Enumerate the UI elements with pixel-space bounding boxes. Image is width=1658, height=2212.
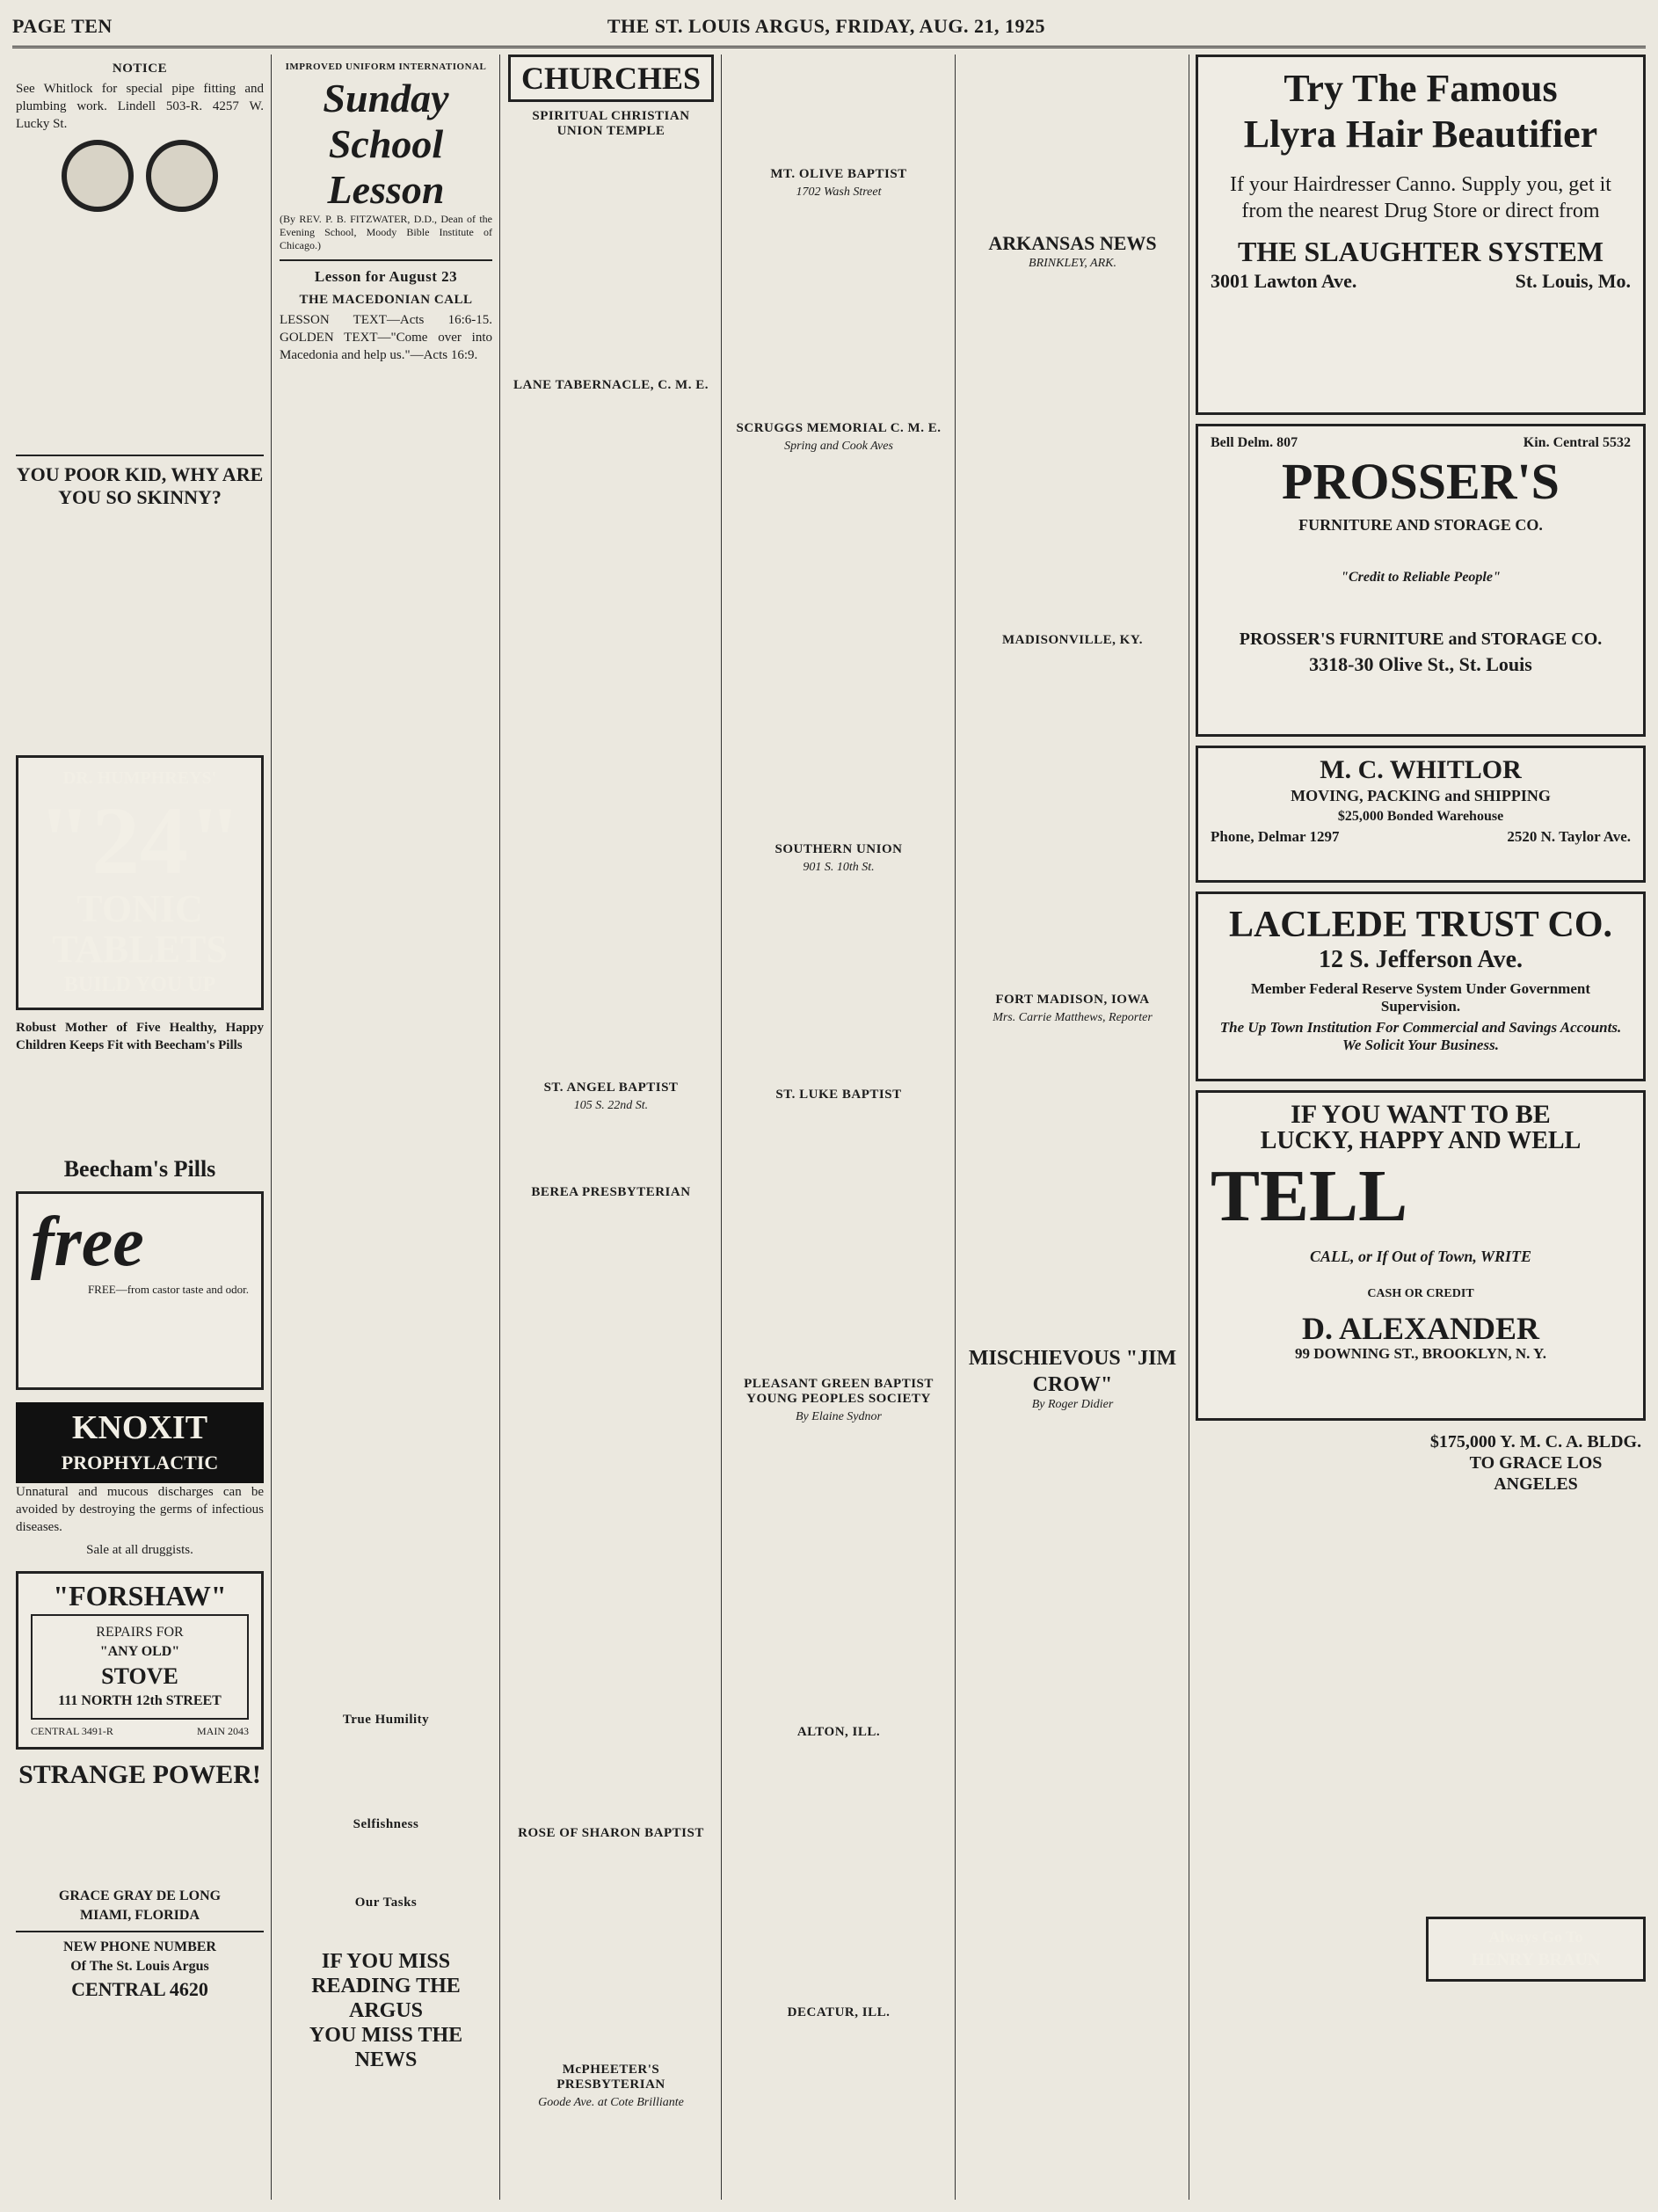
grace-name: GRACE GRAY DE LONG — [58, 1888, 222, 1903]
forshaw-phone: MAIN 2043 — [197, 1725, 249, 1737]
knoxit-ad — [16, 1402, 264, 1483]
slaughter-address: 3001 Lawton Ave. — [1211, 270, 1357, 292]
prosser-phone: Kin. Central 5532 — [1523, 435, 1631, 450]
phone-number-head: NEW PHONE NUMBER — [63, 1939, 216, 1954]
humphreys-ad — [16, 755, 264, 1010]
lesson-title: Sunday School Lesson — [323, 76, 449, 212]
sharon-heading: ROSE OF SHARON BAPTIST — [518, 1826, 704, 1840]
selfishness-body — [280, 1836, 492, 1888]
ymca-body — [1426, 1495, 1646, 1917]
humphreys-tonic: TONIC — [76, 887, 203, 930]
ring-ad-text — [16, 219, 264, 447]
arkansas-heading: ARKANSAS NEWS — [988, 232, 1157, 254]
ymca-heading: $175,000 Y. M. C. A. BLDG. TO GRACE LOS ANGELES — [1429, 1432, 1642, 1494]
llyra-line2: Llyra Hair Beautifier — [1243, 113, 1598, 156]
lucky-line1: IF YOU WANT TO BE — [1291, 1100, 1551, 1129]
column-rule — [499, 55, 500, 2200]
prosser-address: 3318-30 Olive St., St. Louis — [1309, 653, 1532, 675]
alexander-address: 99 DOWNING ST., BROOKLYN, N. Y. — [1295, 1345, 1546, 1362]
scruggs-body — [730, 457, 948, 835]
brinkley-body — [964, 274, 1182, 626]
angel-address: 105 S. 22nd St. — [573, 1099, 649, 1112]
luke-body — [730, 1106, 948, 1370]
madisonville-body — [964, 651, 1182, 986]
madisonville-dateline: MADISONVILLE, KY. — [1001, 633, 1144, 647]
llyra-ad — [1196, 55, 1646, 415]
lucky-tell: TELL — [1211, 1155, 1408, 1237]
free-ad — [16, 1191, 264, 1390]
sharon-body — [508, 1845, 714, 2056]
column-ads-right — [1196, 55, 1646, 1994]
forshaw-line: STOVE — [101, 1663, 178, 1689]
southern-heading: SOUTHERN UNION — [774, 842, 903, 856]
humility-heading: True Humility — [342, 1713, 430, 1727]
newspaper-title: THE ST. LOUIS ARGUS, FRIDAY, AUG. 21, 1925 — [607, 15, 1046, 37]
whitlor-line: $25,000 Bonded Warehouse — [1337, 809, 1504, 824]
olive-body — [730, 203, 948, 414]
prosser-name: PROSSER'S — [1282, 453, 1560, 510]
humphreys-brand: DR. HUMPHREYS' — [62, 768, 217, 788]
mcpheeters-heading: McPHEETER'S PRESBYTERIAN — [556, 2063, 665, 2092]
column-rule — [721, 55, 722, 2200]
prosser-phone: Bell Delm. 807 — [1211, 435, 1298, 450]
humphreys-tagline: BUILD YOU UP — [63, 973, 216, 996]
laclede-tagline: The Up Town Institution For Commercial and Savings Accounts. We Solicit Your Business. — [1219, 1019, 1622, 1053]
churches-title: CHURCHES — [520, 61, 702, 96]
knoxit-name: KNOXIT — [71, 1409, 208, 1446]
lane-body — [508, 397, 714, 1073]
lesson-date: Lesson for August 23 — [314, 268, 458, 285]
lucky-line2: LUCKY, HAPPY AND WELL — [1260, 1127, 1582, 1154]
olive-address: 1702 Wash Street — [796, 186, 882, 199]
notice-body: See Whitlock for special pipe fitting and plumbing work. Lindell 503-R. 4257 W. Lucky St. — [16, 82, 264, 131]
skinny-body — [16, 509, 264, 755]
lesson-body — [280, 369, 492, 1706]
miss-argus-line: IF YOU MISS — [321, 1950, 451, 1973]
fortmadison-body — [964, 1029, 1182, 1345]
mcpheeters-address: Goode Ave. at Cote Brilliante — [538, 2096, 684, 2109]
column-rule — [955, 55, 956, 2200]
luke-heading: ST. LUKE BAPTIST — [775, 1088, 902, 1102]
masthead — [12, 7, 1646, 48]
southern-address: 901 S. 10th St. — [803, 861, 875, 874]
whitlor-ad — [1196, 746, 1646, 883]
column-rule — [271, 55, 272, 2200]
berea-heading: BEREA PRESBYTERIAN — [531, 1185, 691, 1199]
column-churches-cont — [730, 55, 948, 2024]
alexander-name: D. ALEXANDER — [1301, 1311, 1540, 1346]
notice-heading: NOTICE — [112, 62, 168, 76]
tasks-body — [280, 1914, 492, 1949]
knoxit-body: Unnatural and mucous discharges can be avoided by destroying the germs of infectious diseases. — [16, 1485, 264, 1534]
fortmadison-byline: Mrs. Carrie Matthews, Reporter — [993, 1011, 1153, 1024]
humility-body — [280, 1731, 492, 1810]
lesson-subject: THE MACEDONIAN CALL — [299, 293, 473, 307]
spiritual-heading: SPIRITUAL CHRISTIAN UNION TEMPLE — [532, 109, 690, 138]
skinny-heading: YOU POOR KID, WHY ARE YOU SO SKINNY? — [16, 463, 264, 508]
slaughter-city: St. Louis, Mo. — [1515, 270, 1631, 292]
lucky-call: CALL, or If Out of Town, WRITE — [1309, 1248, 1532, 1265]
phone-number-sub: Of The St. Louis Argus — [70, 1959, 209, 1974]
forshaw-name: "FORSHAW" — [53, 1580, 227, 1612]
southern-body — [730, 878, 948, 1081]
whitlor-address: 2520 N. Taylor Ave. — [1507, 828, 1631, 845]
berea-body — [508, 1204, 714, 1819]
strange-power-heading: STRANGE POWER! — [18, 1760, 261, 1789]
miss-argus-line: YOU MISS THE NEWS — [309, 2024, 463, 2071]
knoxit-sale: Sale at all druggists. — [86, 1543, 193, 1557]
column-churches — [508, 55, 714, 2114]
angel-body — [508, 1117, 714, 1178]
alton-body — [730, 1743, 948, 1998]
slaughter-name: THE SLAUGHTER SYSTEM — [1237, 236, 1604, 267]
column-sunday-school — [280, 55, 492, 2072]
scruggs-heading: SCRUGGS MEMORIAL C. M. E. — [736, 421, 942, 435]
laclede-address: 12 S. Jefferson Ave. — [1319, 946, 1523, 973]
laclede-name: LACLEDE TRUST CO. — [1228, 905, 1613, 945]
prosser-slogan: "Credit to Reliable People" — [1341, 570, 1501, 585]
pleasant-body — [730, 1428, 948, 1718]
braun-ad — [1426, 1917, 1646, 1982]
lucky-ring-illustration — [16, 140, 264, 212]
beecham-name: Beecham's Pills — [63, 1156, 216, 1182]
whitlor-line: MOVING, PACKING and SHIPPING — [1291, 787, 1551, 804]
column-ads-left — [16, 55, 264, 2005]
lucky-ad — [1196, 1090, 1646, 1421]
beecham-body — [16, 1059, 264, 1156]
grace-city: MIAMI, FLORIDA — [80, 1908, 200, 1923]
alton-heading: ALTON, ILL. — [796, 1725, 881, 1739]
page-number: PAGE TEN — [12, 15, 113, 37]
laclede-member: Member Federal Reserve System Under Government Supervision. — [1250, 980, 1590, 1015]
pleasant-heading: PLEASANT GREEN BAPTIST YOUNG PEOPLES SOCIETY — [744, 1377, 934, 1406]
pleasant-byline: By Elaine Sydnor — [796, 1410, 882, 1423]
scruggs-address: Spring and Cook Aves — [784, 440, 893, 453]
humphreys-tablets: TABLETS — [52, 928, 228, 971]
forshaw-line: "ANY OLD" — [99, 1644, 180, 1659]
spiritual-body — [508, 142, 714, 371]
miss-argus-line: READING THE ARGUS — [311, 1975, 461, 2022]
fortmadison-dateline: FORT MADISON, IOWA — [995, 993, 1150, 1007]
llyra-line1: Try The Famous — [1283, 67, 1558, 110]
lesson-text: LESSON TEXT—Acts 16:6-15. GOLDEN TEXT—"Come over into Macedonia and help us."—Acts 16:9. — [280, 313, 492, 362]
phone-number: CENTRAL 4620 — [71, 1978, 208, 2000]
braun-line: Always Go To — [1488, 1928, 1583, 1946]
lucky-cash: CASH OR CREDIT — [1367, 1287, 1474, 1300]
humphreys-number: "24" — [37, 787, 243, 894]
column-state-news — [964, 55, 1182, 1415]
knoxit-sub: PROPHYLACTIC — [61, 1452, 219, 1473]
forshaw-ad — [16, 1571, 264, 1750]
lane-heading: LANE TABERNACLE, C. M. E. — [513, 378, 709, 392]
whitlor-phone: Phone, Delmar 1297 — [1211, 828, 1340, 845]
free-word: free — [31, 1204, 144, 1281]
angel-heading: ST. ANGEL BAPTIST — [543, 1081, 679, 1095]
continued-text — [964, 55, 1182, 230]
selfishness-heading: Selfishness — [353, 1817, 419, 1831]
jim-crow-byline: By Roger Didier — [1031, 1398, 1114, 1411]
braun-name: HENRY BRAUN — [1471, 1950, 1601, 1969]
free-sub: FREE—from castor taste and odor. — [87, 1283, 249, 1296]
brinkley-dateline: BRINKLEY, ARK. — [1029, 257, 1116, 270]
forshaw-line: REPAIRS FOR — [96, 1625, 184, 1640]
continued-text — [730, 55, 948, 160]
forshaw-address: 111 NORTH 12th STREET — [58, 1693, 222, 1708]
beecham-heading: Robust Mother of Five Healthy, Happy Children Keeps Fit with Beecham's Pills — [16, 1021, 264, 1052]
lesson-kicker: IMPROVED UNIFORM INTERNATIONAL — [285, 62, 487, 72]
laclede-ad — [1196, 891, 1646, 1081]
jim-crow-continued — [1196, 1431, 1415, 1994]
forshaw-phone: CENTRAL 3491-R — [31, 1725, 113, 1737]
decatur-heading: DECATUR, ILL. — [787, 2005, 891, 2019]
llyra-body: If your Hairdresser Canno. Supply you, get it from the nearest Drug Store or direct from — [1230, 173, 1611, 222]
tasks-heading: Our Tasks — [354, 1895, 418, 1910]
olive-heading: MT. OLIVE BAPTIST — [770, 167, 907, 181]
prosser-ad — [1196, 424, 1646, 737]
lesson-byline: (By REV. P. B. FITZWATER, D.D., Dean of the Evening School, Moody Bible Institute of Chicago.) — [280, 213, 492, 251]
prosser-sub: FURNITURE AND STORAGE CO. — [1298, 516, 1543, 534]
whitlor-name: M. C. WHITLOR — [1320, 755, 1522, 784]
strange-power-body — [16, 1788, 264, 1885]
prosser-bottom: PROSSER'S FURNITURE and STORAGE CO. — [1239, 629, 1603, 649]
jim-crow-heading: MISCHIEVOUS "JIM CROW" — [968, 1347, 1177, 1396]
